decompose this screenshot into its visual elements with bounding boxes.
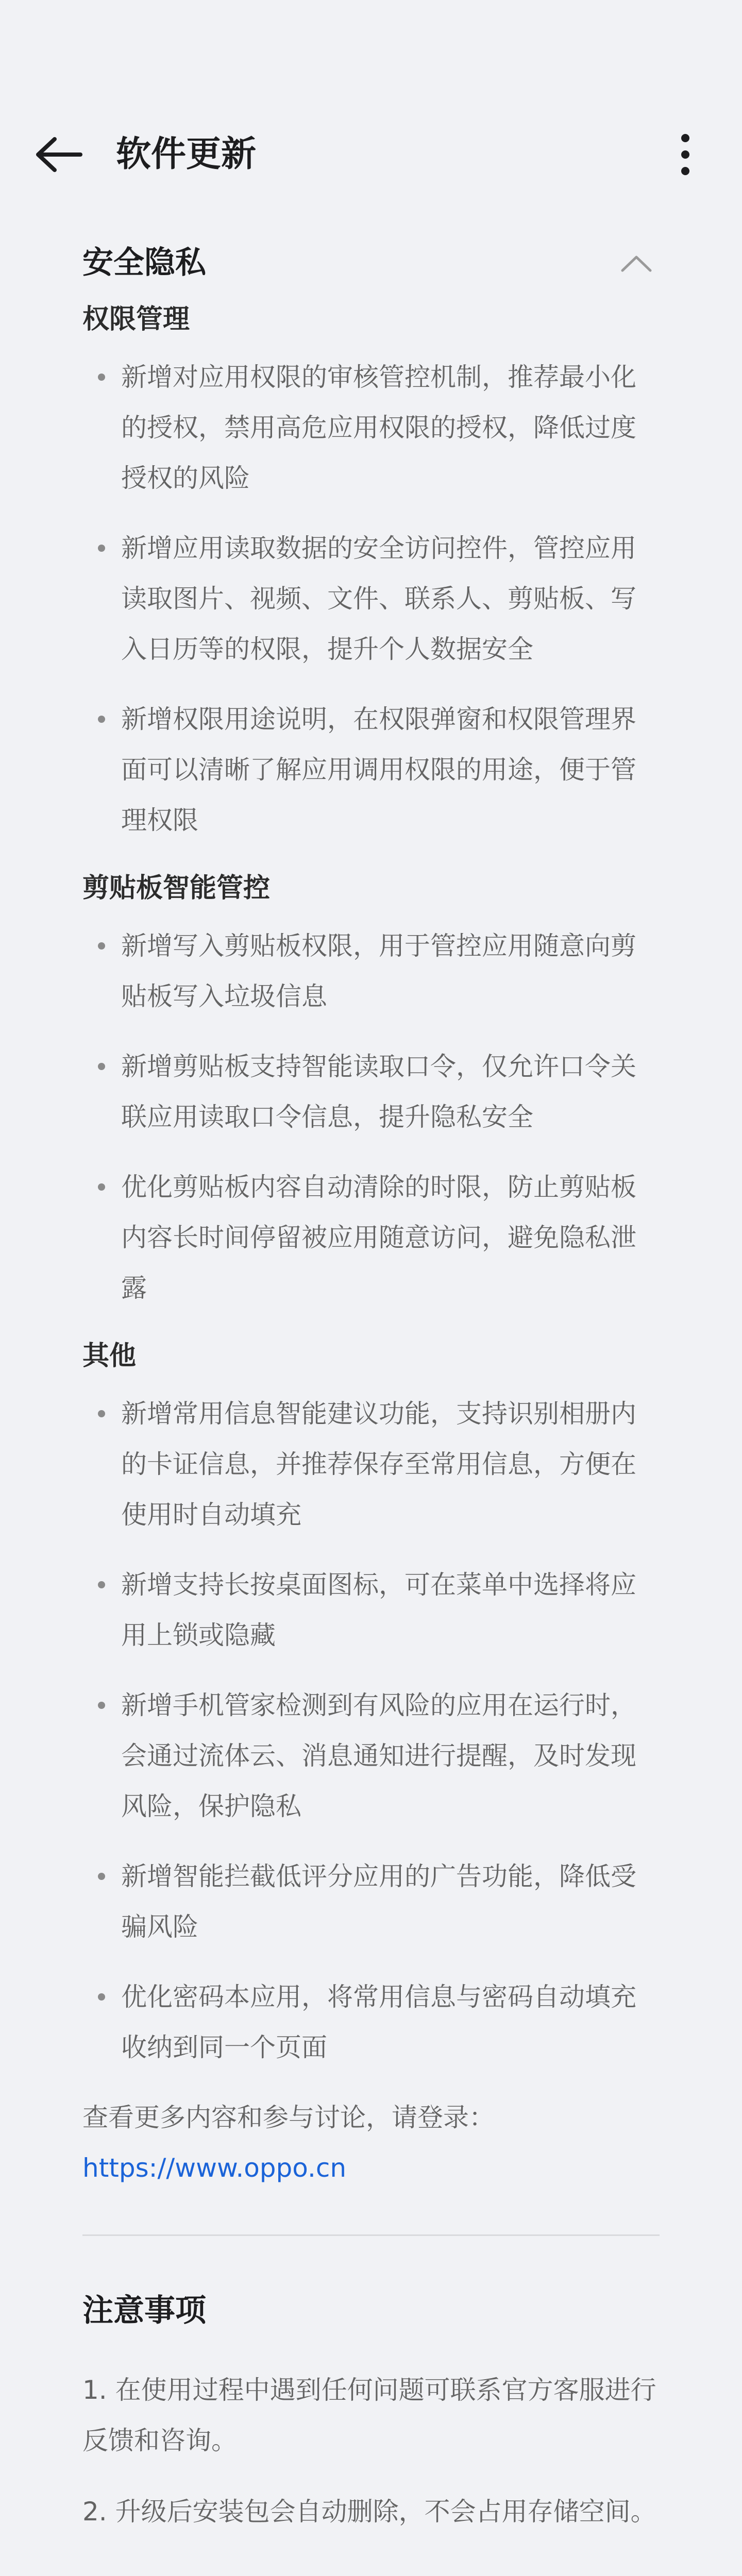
list-item [82,523,660,674]
group-title: 权限管理 [82,304,190,335]
list-item-text: 新增权限用途说明，在权限弹窗和权限管理界面可以清晰了解应用调用权限的用途，便于管理权限 [121,704,636,835]
bullet-dot [98,1063,105,1070]
chevron-up-icon [618,250,654,276]
bullet-dot [98,1183,105,1191]
section-header[interactable] [82,234,660,296]
group-other [82,1333,660,2073]
bullet-dot [98,1410,105,1417]
bullet-dot [98,1993,105,2001]
list-item [82,1851,660,1952]
list-item [82,694,660,845]
notes-title: 注意事项 [82,2293,206,2329]
group-permission-management [82,296,660,845]
list-item-text: 新增常用信息智能建议功能，支持识别相册内的卡证信息，并推荐保存至常用信息，方便在使用时自动填充 [121,1399,636,1530]
more-vertical-icon [670,130,701,179]
bullet-dot [98,942,105,950]
update-content [82,234,660,2557]
more-options-button[interactable] [670,130,701,179]
list-item-text: 新增支持长按桌面图标，可在菜单中选择将应用上锁或隐藏 [121,1570,636,1650]
app-header [0,118,742,191]
list-item-text: 新增对应用权限的审核管控机制，推荐最小化的授权，禁用高危应用权限的授权，降低过度授权的风险 [121,362,636,493]
note-item: 2. 升级后安装包会自动删除，不会占用存储空间。 [82,2497,656,2527]
section-title: 安全隐私 [82,245,206,281]
list-item [82,1388,660,1540]
bullet-list [82,352,660,845]
group-title: 剪贴板智能管控 [82,873,271,904]
list-item [82,1041,660,1142]
list-item [82,1162,660,1313]
more-info-text: 查看更多内容和参与讨论，请登录： [82,2103,495,2132]
list-item-text: 优化密码本应用，将常用信息与密码自动填充收纳到同一个页面 [121,1982,636,2062]
group-clipboard-control [82,865,660,1313]
list-item [82,352,660,503]
list-item-text: 新增剪贴板支持智能读取口令，仅允许口令关联应用读取口令信息，提升隐私安全 [121,1052,636,1132]
bullet-dot [98,1702,105,1709]
list-item-text: 新增写入剪贴板权限，用于管控应用随意向剪贴板写入垃圾信息 [121,931,636,1011]
bullet-list [82,921,660,1313]
arrow-left-icon [31,133,88,176]
bullet-dot [98,374,105,381]
list-item [82,1560,660,1660]
page-title: 软件更新 [116,134,257,175]
list-item-text: 优化剪贴板内容自动清除的时限，防止剪贴板内容长时间停留被应用随意访问，避免隐私泄露 [121,1172,636,1303]
divider [82,2234,660,2236]
list-item [82,921,660,1022]
list-item [82,1972,660,2073]
bullet-dot [98,716,105,723]
bullet-dot [98,1581,105,1588]
oppo-community-link[interactable]: https://www.oppo.cn [82,2153,347,2183]
bullet-dot [98,1873,105,1880]
list-item [82,1680,660,1832]
list-item-text: 新增手机管家检测到有风险的应用在运行时，会通过流体云、消息通知进行提醒，及时发现风险，保护隐私 [121,1690,636,1821]
bullet-dot [98,545,105,552]
bullet-list [82,1388,660,2073]
collapse-toggle[interactable] [618,250,654,276]
note-item: 1. 在使用过程中遇到任何问题可联系官方客服进行反馈和咨询。 [82,2375,656,2455]
back-button[interactable] [31,133,88,176]
group-title: 其他 [82,1341,137,1371]
list-item-text: 新增应用读取数据的安全访问控件，管控应用读取图片、视频、文件、联系人、剪贴板、写入日历等的权限，提升个人数据安全 [121,533,636,664]
list-item-text: 新增智能拦截低评分应用的广告功能，降低受骗风险 [121,1861,636,1942]
